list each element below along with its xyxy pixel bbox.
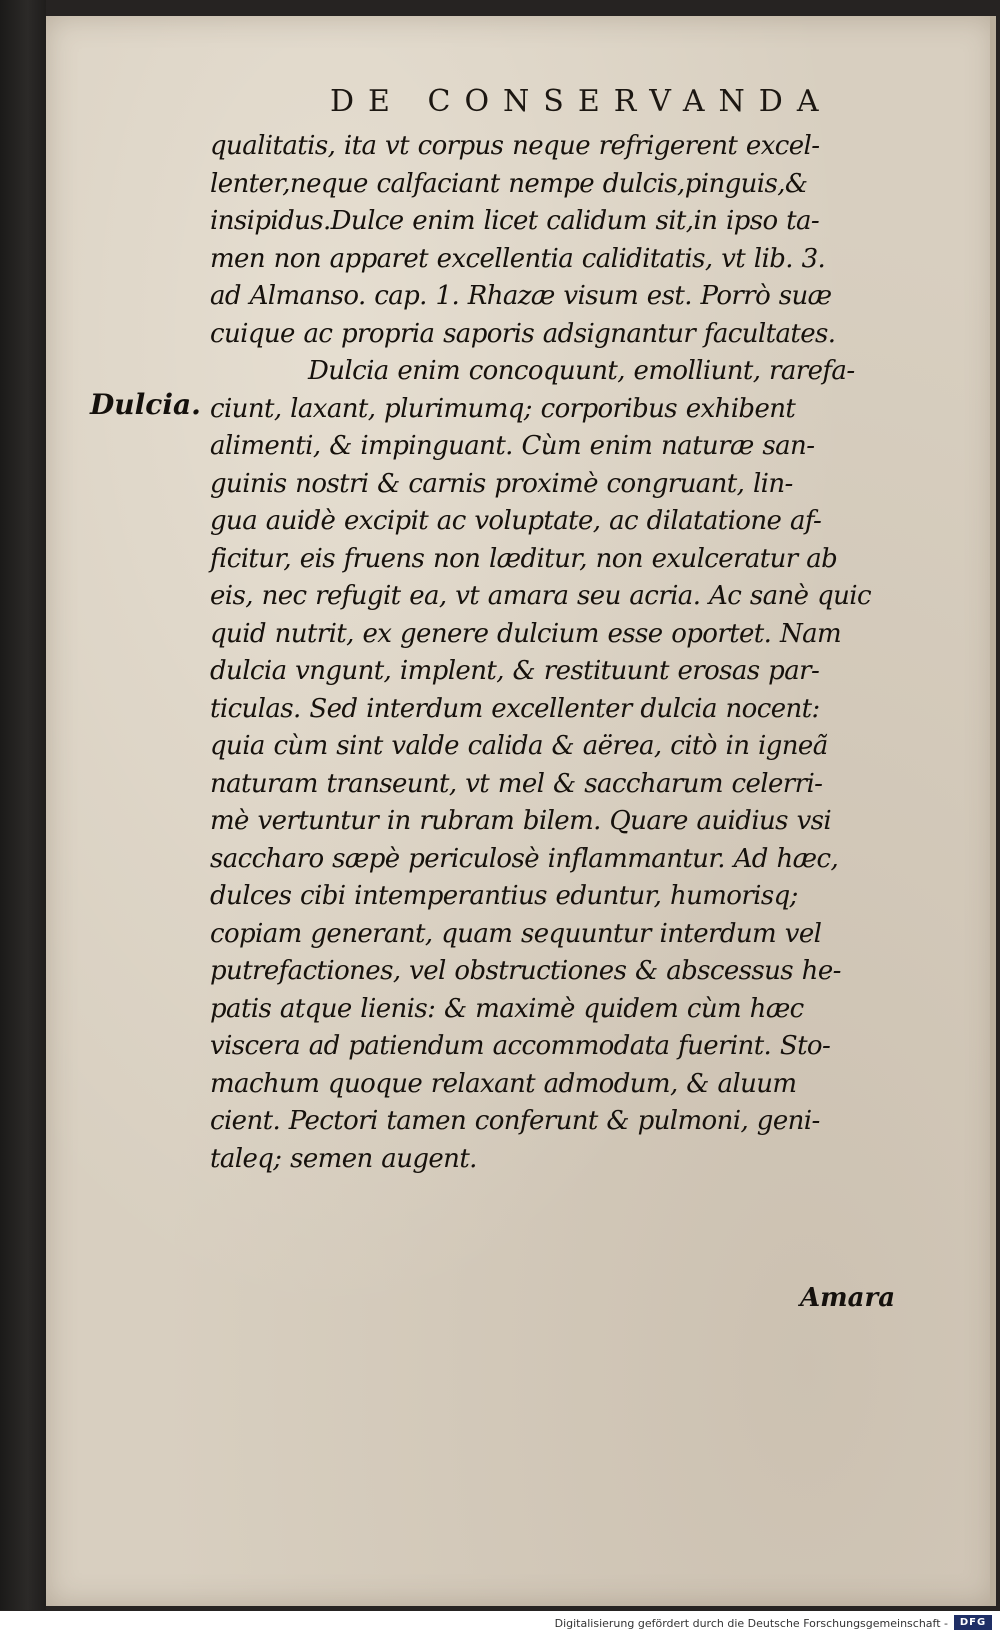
- text-line: mè vertuntur in rubram bilem. Quare auidius vsi: [210, 806, 832, 836]
- text-line: taleq; semen augent.: [210, 1143, 477, 1174]
- dfg-logo: DFG: [954, 1615, 992, 1630]
- text-line: lenter,neque calfaciant nempe dulcis,pinguis,&: [210, 168, 808, 199]
- text-line: Dulcia enim concoquunt, emolliunt, rarefa-: [308, 356, 855, 386]
- text-line: guinis nostri & carnis proximè congruant, lin-: [210, 468, 793, 499]
- text-line: ciunt, laxant, plurimumq; corporibus exhibent: [210, 393, 796, 424]
- text-line: naturam transeunt, vt mel & saccharum celerri-: [210, 768, 823, 799]
- funding-credit: Digitalisierung gefördert durch die Deutsche Forschungsgemeinschaft -: [554, 1617, 948, 1630]
- text-line: dulces cibi intemperantius eduntur, humorisq;: [210, 881, 798, 911]
- text-line: cuique ac propria saporis adsignantur facultates.: [210, 318, 836, 349]
- text-line: viscera ad patiendum accommodata fuerint. Sto-: [210, 1031, 831, 1061]
- text-line: machum quoque relaxant admodum, & aluum: [210, 1068, 797, 1099]
- text-line: dulcia vngunt, implent, & restituunt erosas par-: [210, 656, 820, 686]
- text-line: ticulas. Sed interdum excellenter dulcia nocent:: [210, 693, 820, 724]
- text-line: ficitur, eis fruens non læditur, non exulceratur ab: [210, 543, 838, 574]
- text-line: putrefactiones, vel obstructiones & abscessus he-: [210, 956, 841, 986]
- text-line: ad Almanso. cap. 1. Rhazæ visum est. Porrò suæ: [210, 281, 832, 311]
- text-line: insipidus.Dulce enim licet calidum sit,in ipso ta-: [210, 206, 820, 236]
- book-binding-edge: [0, 0, 46, 1610]
- text-line: patis atque lienis: & maximè quidem cùm hæc: [210, 993, 804, 1024]
- text-line: quid nutrit, ex genere dulcium esse oportet. Nam: [210, 618, 842, 649]
- catchword: Amara: [800, 1283, 896, 1313]
- running-head: DE CONSERVANDA: [330, 84, 833, 119]
- text-line: gua auidè excipit ac voluptate, ac dilatatione af-: [210, 506, 822, 536]
- page-edge: [990, 16, 996, 1606]
- text-line: copiam generant, quam sequuntur interdum vel: [210, 918, 822, 949]
- body-text: [210, 128, 890, 1178]
- text-line: qualitatis, ita vt corpus neque refrigerent excel-: [210, 131, 820, 161]
- digitization-footer: [0, 1611, 1000, 1633]
- text-line: saccharo sæpè periculosè inflammantur. Ad hæc,: [210, 843, 839, 874]
- text-line: men non apparet excellentia caliditatis, vt lib. 3.: [210, 243, 826, 274]
- text-line: cient. Pectori tamen conferunt & pulmoni, geni-: [210, 1106, 820, 1136]
- text-line: quia cùm sint valde calida & aërea, citò in igneã: [210, 731, 828, 761]
- margin-note: Dulcia.: [90, 388, 201, 421]
- text-line: eis, nec refugit ea, vt amara seu acria. Ac sanè quic: [210, 581, 871, 611]
- text-line: alimenti, & impinguant. Cùm enim naturæ san-: [210, 431, 815, 461]
